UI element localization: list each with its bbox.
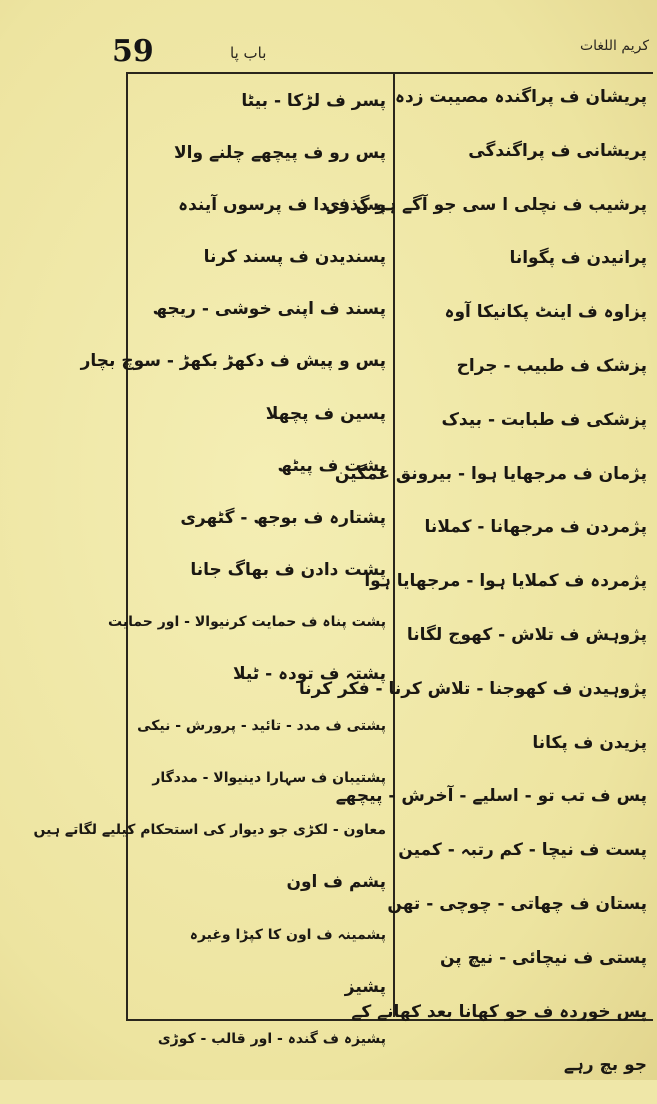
dictionary-entry: پسین ف پچھلا (265, 403, 386, 424)
dictionary-entry: پشیز (344, 976, 386, 997)
page-number: 59 (112, 34, 154, 69)
dictionary-entry: پستان ف چھاتی - چوچی - تھن (387, 893, 647, 914)
dictionary-entry: پژمردن ف مرجھانا - کملانا (424, 517, 647, 538)
dictionary-entry: پشت ف پیٹھ (277, 455, 386, 476)
dictionary-entry: پشتارہ ف بوجھ - گٹھری (180, 507, 386, 528)
dictionary-entry: جو بچ رہے (563, 1055, 647, 1076)
dictionary-entry: پژمردہ ف کملایا ہوا - مرجھایا ہوا (364, 571, 647, 592)
dictionary-entry: پستی ف نیچائی - نیچ پن (439, 947, 647, 968)
dictionary-entry: پسر ف لڑکا - بیٹا (241, 91, 386, 111)
left-column (33, 86, 390, 1076)
dictionary-entry: پژوہش ف تلاش - کھوج لگانا (406, 624, 647, 645)
dictionary-entry: پسند ف اپنی خوشی - ریجھ (152, 299, 386, 320)
dictionary-entry: پرانیدن ف پگوانا (509, 248, 647, 269)
dictionary-entry: پزشکی ف طبابت - بیدک (441, 409, 647, 430)
book-title: کریم اللغات (579, 38, 649, 54)
dictionary-entry: پزیدن ف پکانا (532, 732, 647, 753)
dictionary-entry: پس ف تب تو - اسلیے - آخرش - پیچھے (335, 786, 647, 807)
dictionary-entry: پزاوہ ف اینٹ پکانیکا آوہ (444, 302, 647, 323)
dictionary-entry: پس رو ف پیچھے چلنے والا (173, 143, 386, 164)
chapter-title: باب پا (230, 44, 267, 62)
dictionary-entry: پشمینہ ف اون کا کپڑا وغیرہ (189, 926, 386, 943)
dictionary-entry: پشتہ ف تودہ - ٹیلا (232, 664, 386, 685)
dictionary-entry: پریشانی ف پراگندگی (468, 140, 647, 161)
dictionary-entry: پژوہیدن ف کھوجنا - تلاش کرنا - فکر کرنا (298, 678, 647, 699)
dictionary-entry: پست ف نیچا - کم رتبہ - کمین (398, 840, 647, 861)
dictionary-entry: پشم ف اون (286, 872, 386, 893)
dictionary-entry: پژمان ف مرجھایا ہوا - بیرونق غمگین (334, 463, 647, 484)
dictionary-entry: پشت پناہ ف حمایت کرنیوالا - اور حمایت (108, 613, 386, 630)
dictionary-entry: پس خوردہ ف جو کھانا بعد کھانے کے (351, 1001, 647, 1022)
dictionary-entry: پس فردا ف پرسوں آیندہ (178, 195, 386, 216)
dictionary-entry: پشتی ف مدد - تائید - پرورش - نیکی (137, 718, 386, 735)
dictionary-entry: پزشک ف طبیب - جراح (456, 355, 647, 376)
dictionary-entry: پریشان ف پراگندہ مصیبت زدہ (395, 87, 647, 107)
dictionary-entry: پشت دادن ف بھاگ جانا (190, 559, 386, 580)
dictionary-entry: پرشیب ف نچلی ا سی جو آگے ہو گذری (324, 194, 647, 215)
dictionary-entry: پسندیدن ف پسند کرنا (203, 247, 386, 268)
page-header (0, 30, 657, 70)
dictionary-entry: معاون - لکڑی جو دیوار کی استحکام کیلیے لگاتے ہیں (33, 822, 386, 839)
dictionary-entry: پشتیبان ف سہارا دینیوالا - مددگار (152, 770, 386, 787)
dictionary-entry: پشیزہ ف گندہ - اور قالب - کوڑی (157, 1030, 386, 1047)
dictionary-entry: پس و پیش ف دکھڑ بکھڑ - سوچ بچار (80, 351, 386, 372)
